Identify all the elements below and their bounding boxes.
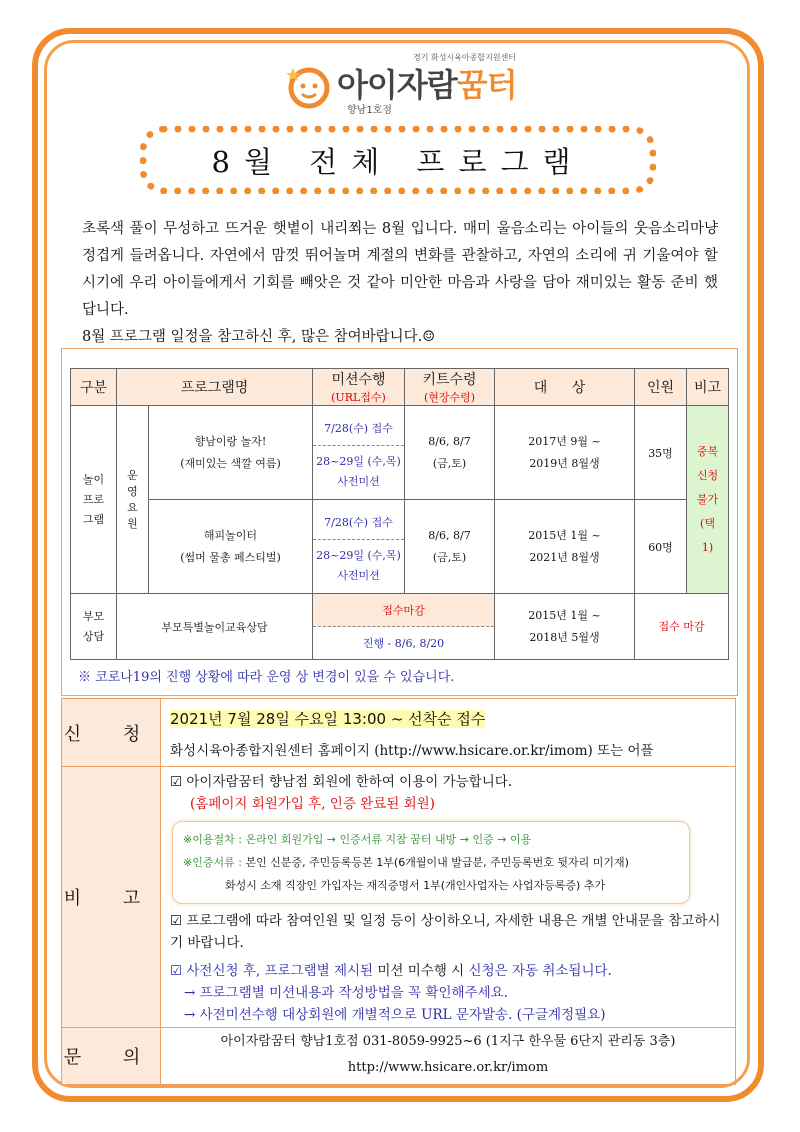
apply-site: 화성시육아종합지원센터 홈페이지 (http://www.hsicare.or.kr/imom) 또는 어플 [170,743,654,759]
logo-top-text: 경기 화성시육아종합지원센터 [413,53,517,62]
intro-paragraph: 초록색 풀이 무성하고 뜨거운 햇볕이 내리쬐는 8월 입니다. 매미 울음소리는 아이들의 웃음소리마냥 정겹게 들려옵니다. 자연에서 맘껏 뛰어놀며 계절의 변화를 관찰하고, 자연의 소리에 귀 기울여야 할 시기에 우리 아이들에게서 기회를 빼앗은 것 같아 미안한 마음과 사랑을 담아 재미있는 활동 준비 했답니다. [82,221,718,318]
child-face-icon [285,62,333,110]
documents-line-2: 화성시 소재 직장인 가입자는 재직증명서 1부(개인사업자는 사업자등록증) 추가 [225,879,606,892]
covid-note: ※ 코로나19의 진행 상황에 따라 운영 상 변경이 있을 수 있습니다. [78,670,455,685]
remarks-label: 비 고 [62,767,161,1028]
remark-3: ☑ 사전신청 후, 프로그램별 제시된 미션 미수행 시 신청은 자동 취소됩니다. [170,963,612,979]
program-1-target: 2017년 9월 ~ 2019년 8월생 [495,406,635,500]
play-category: 놀이 프로 그램 [71,406,117,594]
parent-category: 부모 상담 [71,594,117,660]
th-category: 구분 [71,369,117,406]
apply-content [161,699,736,767]
th-program: 프로그램명 [117,369,313,406]
logo-name [337,60,516,106]
parent-note: 접수 마감 [635,594,729,660]
program-2-mission: 7/28(수) 접수 28~29일 (수,목) 사전미션 [313,500,405,594]
th-kit-sub: (현장수령) [423,391,476,404]
th-note: 비고 [687,369,729,406]
procedure-line: ※이용절차 : 온라인 회원가입 → 인증서류 지참 꿈터 내방 → 인증 → 이용 [183,833,532,846]
procedure-box [172,821,690,904]
page-title: 8월 전체 프로그램 [211,144,585,179]
contact-content [161,1028,736,1085]
program-1-mission: 7/28(수) 접수 28~29일 (수,목) 사전미션 [313,406,405,500]
th-people: 인원 [635,369,687,406]
info-table [61,698,736,1085]
remark-3-sub-2: → 사전미션수행 대상회원에 개별적으로 URL 문자발송. (구글계정필요) [184,1007,606,1023]
th-mission-sub: (URL접수) [331,391,386,404]
contact-label: 문 의 [62,1028,161,1085]
apply-date: 2021년 7월 28일 수요일 13:00 ~ 선착순 접수 [170,710,486,728]
intro-closing: 8월 프로그램 일정을 참고하신 후, 많은 참여바랍니다.☺ [82,329,436,345]
remarks-content [161,767,736,1028]
logo-branch: 향남1호점 [347,105,393,116]
th-mission: 미션수행 (URL접수) [313,369,405,406]
parent-target: 2015년 1월 ~ 2018년 5월생 [495,594,635,660]
documents-line: ※인증서류 : 본인 신분증, 주민등록등본 1부(6개월이내 발급분, 주민등록번호 뒷자리 미기재) [183,856,629,869]
program-table [70,368,729,660]
program-2-people: 60명 [635,500,687,594]
contact-url[interactable]: http://www.hsicare.or.kr/imom [347,1060,549,1075]
th-kit: 키트수령 (현장수령) [405,369,495,406]
program-1-people: 35명 [635,406,687,500]
parent-status: 접수마감 진행 - 8/6, 8/20 [313,594,495,660]
program-1-name: 향남이랑 놀자! (재미있는 색깔 여름) [149,406,313,500]
program-2-name: 해피놀이터 (썸머 물총 페스티벌) [149,500,313,594]
parent-program-name: 부모특별놀이교육상담 [117,594,313,660]
duplicate-note: 중복 신청 불가 (택1) [687,406,729,594]
logo-name-part2: 꿈터 [456,66,517,104]
center-logo [285,48,535,118]
program-2-kit: 8/6, 8/7 (금,토) [405,500,495,594]
program-1-kit: 8/6, 8/7 (금,토) [405,406,495,500]
th-target: 대 상 [495,369,635,406]
intro-text [82,216,718,351]
remark-1: ☑ 아이자람꿈터 향남점 회원에 한하여 이용이 가능합니다. [170,774,513,790]
operation-staff: 운 영 요 원 [117,406,149,594]
logo-name-part1: 아이자람 [337,66,457,104]
remark-2: ☑ 프로그램에 따라 참여인원 및 일정 등이 상이하오니, 자세한 내용은 개별 안내문을 참고하시기 바랍니다. [170,913,721,951]
apply-label: 신 청 [62,699,161,767]
title-box [140,126,656,194]
remark-1-sub: (홈페이지 회원가입 후, 인증 완료된 회원) [190,796,435,812]
remark-3-sub-1: → 프로그램별 미션내용과 작성방법을 꼭 확인해주세요. [184,985,508,1001]
program-2-target: 2015년 1월 ~ 2021년 8월생 [495,500,635,594]
contact-address: 아이자람꿈터 향남1호점 031-8059-9925~6 (1지구 한우물 6단지 관리동 3층) [220,1034,676,1049]
